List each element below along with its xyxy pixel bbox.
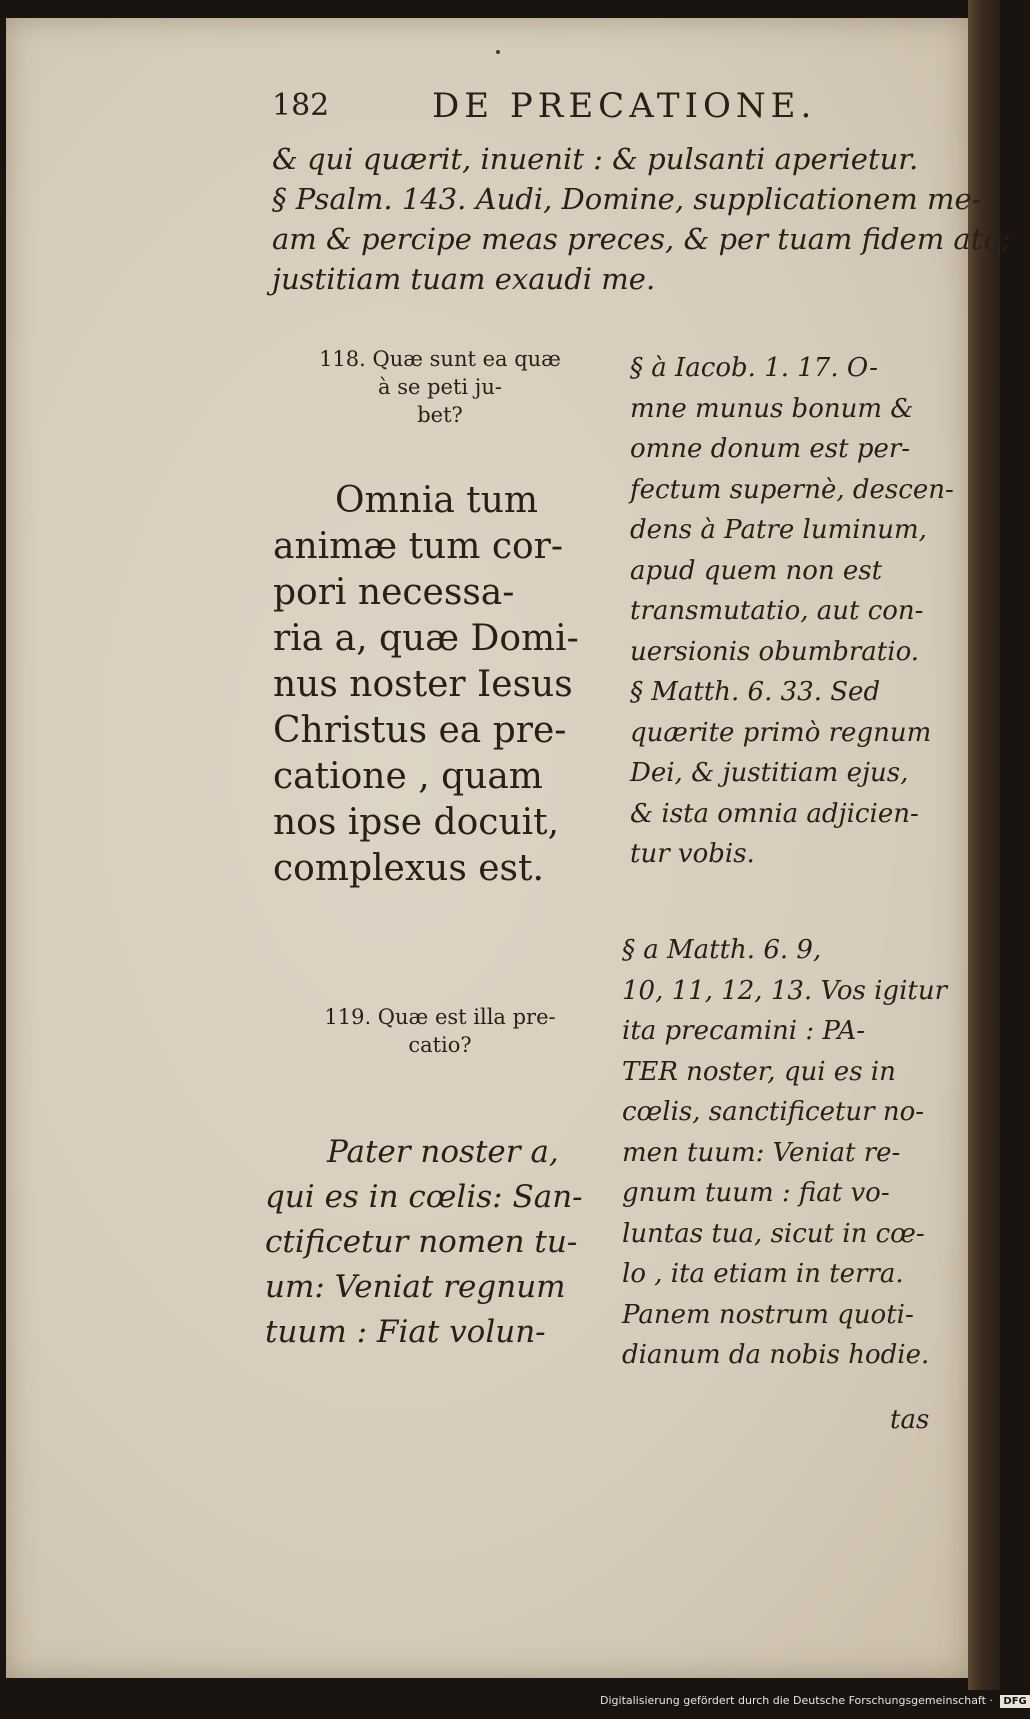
intro-line: § Psalm. 143. Audi, Domine, supplicationem me- [272,182,982,216]
answer-line: um: Veniat regnum [265,1269,566,1305]
note-line: omne donum est per- [630,434,911,464]
note-line: Panem nostrum quoti- [622,1299,914,1330]
note-line: luntas tua, sicut in cœ- [622,1218,925,1249]
intro-line: am & percipe meas preces, & per tuam fidem atq; [272,222,1011,256]
answer-line: Christus ea pre- [273,710,567,751]
note-line: uersionis obumbratio. [630,636,920,667]
intro-line: justitiam tuam exaudi me. [272,262,656,296]
note-line: dianum da nobis hodie. [622,1340,930,1370]
note-line: § Matth. 6. 33. Sed [630,677,881,707]
answer-118 [273,478,603,892]
note-line: fectum supernè, descen- [630,474,954,505]
intro-line: & qui quærit, inuenit : & pulsanti aperietur. [272,142,919,176]
note-line: ita precamini : PA- [622,1016,866,1046]
question-line: 119. Quæ est illa pre- [324,1005,556,1029]
question-line: à se peti ju- [378,375,502,399]
answer-line: Omnia tum [335,480,539,521]
note-line: 10, 11, 12, 13. Vos igitur [622,975,947,1006]
note-line: men tuum: Veniat re- [622,1137,901,1168]
question-line: catio? [408,1033,472,1057]
note-line: apud quem non est [630,555,883,586]
note-line: cœlis, sanctificetur no- [622,1097,925,1127]
ink-dot [496,50,500,54]
answer-line: complexus est. [273,848,544,889]
note-line: quærite primò regnum [630,717,932,748]
answer-line: catione , quam [273,756,543,797]
note-line: Dei, & justitiam ejus, [630,758,909,788]
note-iacob [630,348,954,875]
note-line: transmutatio, aut con- [630,596,924,626]
answer-line: Pater noster a, [327,1134,559,1170]
question-line: 118. Quæ sunt ea quæ [319,347,561,371]
answer-line: ctificetur nomen tu- [265,1224,578,1260]
note-line: § a Matth. 6. 9, [622,935,822,965]
note-matthew [622,930,947,1376]
question-label-118 [290,345,590,429]
answer-119 [265,1130,605,1355]
answer-line: qui es in cœlis: San- [265,1179,583,1215]
page-number: 182 [272,88,330,123]
answer-line: tuum : Fiat volun- [265,1314,546,1350]
note-line: dens à Patre luminum, [630,515,927,545]
question-label-119 [290,1003,590,1059]
note-line: § à Iacob. 1. 17. O- [630,353,878,383]
note-line: gnum tuum : fiat vo- [622,1178,890,1208]
answer-line: nos ipse docuit, [273,802,560,843]
note-line: & ista omnia adjicien- [630,798,919,829]
question-line: bet? [417,403,463,427]
note-line: tur vobis. [630,839,755,869]
answer-line: pori necessa- [273,572,515,613]
running-title: DE PRECATIONE. [432,86,817,126]
note-line: TER noster, qui es in [622,1056,896,1087]
answer-line: ria a, quæ Domi- [273,618,579,659]
answer-line: animæ tum cor- [273,526,564,567]
answer-line: nus noster Iesus [273,664,573,705]
dfg-logo-icon: DFG [1000,1695,1029,1708]
footer-credit [600,1694,1030,1708]
footer-text: Digitalisierung gefördert durch die Deutsche Forschungsgemeinschaft · [600,1694,993,1707]
note-line: mne munus bonum & [630,393,914,424]
catchword: tas [890,1405,930,1435]
note-line: lo , ita etiam in terra. [622,1259,904,1289]
